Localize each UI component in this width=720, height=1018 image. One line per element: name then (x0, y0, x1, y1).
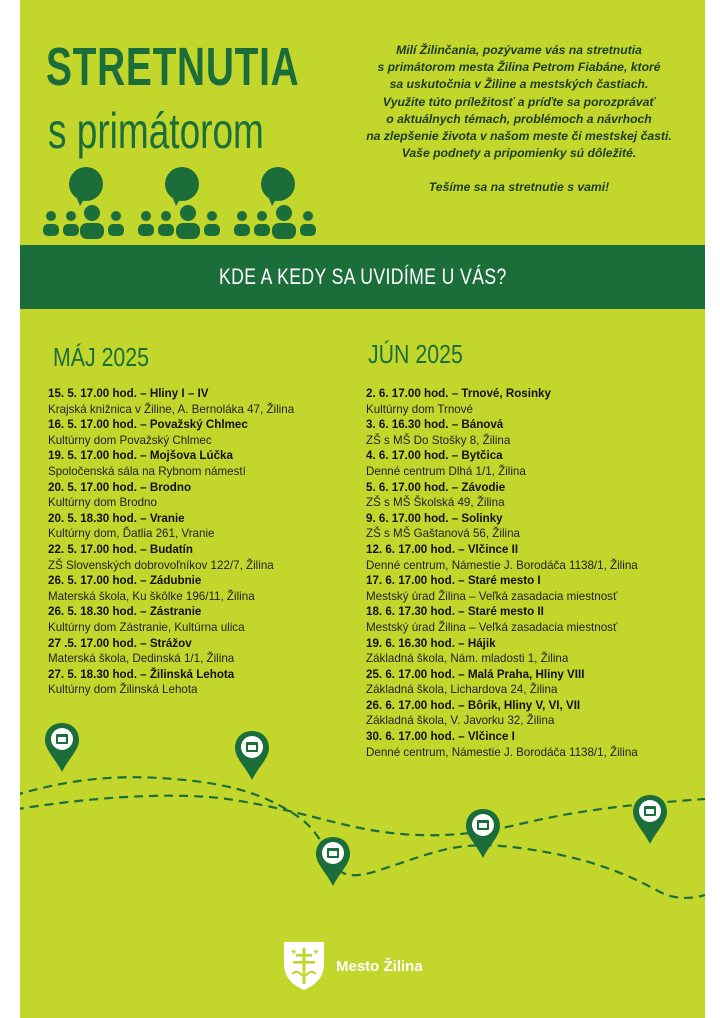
people-speech-icon (42, 166, 332, 242)
person-icon (63, 211, 79, 236)
speech-bubble-icon (261, 167, 295, 206)
svg-text:✦: ✦ (290, 948, 298, 958)
event-venue: Kultúrny dom Brodno (48, 496, 157, 510)
event-date-place: 20. 5. 18.30 hod. – Vranie (48, 511, 185, 525)
event-item (48, 573, 378, 604)
person-icon (108, 211, 124, 236)
event-date-place: 26. 5. 17.00 hod. – Zádubnie (48, 574, 202, 588)
event-item (366, 573, 696, 604)
event-venue: Kultúrny dom Považský Chlmec (48, 433, 212, 447)
title-line-2: s primátorom (48, 103, 264, 159)
person-icon (138, 211, 154, 236)
city-shield-icon (282, 940, 326, 992)
event-date-place: 2. 6. 17.00 hod. – Trnové, Rosinky (366, 387, 551, 400)
event-venue: ZŠ s MŠ Do Stošky 8, Žilina (366, 433, 511, 447)
speech-bubble-icon (69, 167, 103, 206)
event-venue: Základná škola, V. Javorku 32, Žilina (366, 714, 555, 728)
event-item (366, 667, 696, 698)
person-icon (80, 205, 104, 239)
event-date-place: 12. 6. 17.00 hod. – Vlčince II (366, 542, 519, 556)
headline-band (20, 245, 705, 309)
map-pin-icon (466, 809, 500, 858)
event-item (48, 448, 378, 479)
event-venue: Krajská knižnica v Žiline, A. Bernoláka 47, Žilina (48, 402, 295, 416)
event-date-place: 30. 6. 17.00 hod. – Vlčince I (366, 730, 515, 744)
person-icon (234, 211, 250, 236)
may-heading: MÁJ 2025 (53, 342, 150, 372)
dashed-route-line (20, 796, 705, 836)
event-item (48, 667, 378, 698)
event-item (48, 542, 378, 573)
event-item (366, 511, 696, 542)
june-heading: JÚN 2025 (368, 339, 463, 369)
intro-line: s primátorom mesta Žilina Petrom Fiabáne, ktoré (377, 60, 661, 75)
person-icon (254, 211, 270, 236)
event-venue: ZŠ s MŠ Školská 49, Žilina (366, 496, 505, 510)
event-date-place: 15. 5. 17.00 hod. – Hliny I – IV (48, 387, 209, 400)
event-date-place: 3. 6. 16.30 hod. – Bánová (366, 418, 504, 432)
event-item (366, 417, 696, 448)
headline-text: KDE A KEDY SA UVIDÍME U VÁS? (218, 264, 507, 289)
event-date-place: 27. 5. 18.30 hod. – Žilinská Lehota (48, 667, 235, 681)
intro-closing: Tešíme sa na stretnutie s vami! (428, 180, 610, 195)
map-pin-icon (235, 731, 269, 780)
event-venue: Denné centrum Dlhá 1/1, Žilina (366, 464, 526, 478)
event-date-place: 26. 6. 17.00 hod. – Bôrik, Hliny V, VI, VII (366, 698, 581, 712)
event-item (48, 604, 378, 635)
intro-line: na zlepšenie života v našom meste či mestskej časti. (366, 129, 672, 144)
event-date-place: 27 .5. 17.00 hod. – Strážov (48, 636, 192, 650)
event-venue: Mestský úrad Žilina – Veľká zasadacia miestnosť (366, 620, 618, 634)
event-date-place: 5. 6. 17.00 hod. – Závodie (366, 480, 506, 494)
intro-text (345, 42, 693, 197)
event-date-place: 22. 5. 17.00 hod. – Budatín (48, 542, 193, 556)
event-item (366, 604, 696, 635)
title-line-1: STRETNUTIA (46, 37, 300, 97)
event-venue: Základná škola, Lichardova 24, Žilina (366, 683, 558, 697)
event-item (366, 480, 696, 511)
map-pin-icon (45, 723, 79, 772)
event-date-place: 25. 6. 17.00 hod. – Malá Praha, Hliny VIII (366, 667, 585, 681)
event-venue: ZŠ s MŠ Gaštanová 56, Žilina (366, 527, 521, 541)
event-venue: Materská škola, Ku škôlke 196/11, Žilina (48, 589, 255, 603)
event-venue: Základná škola, Nám. mladosti 1, Žilina (366, 652, 569, 666)
event-item (48, 386, 378, 417)
event-item (48, 636, 378, 667)
person-icon (300, 211, 316, 236)
may-events (48, 386, 378, 698)
map-pin-icon (316, 837, 350, 886)
event-venue: Kultúrny dom Zástranie, Kultúrna ulica (48, 620, 245, 634)
event-date-place: 4. 6. 17.00 hod. – Bytčica (366, 449, 503, 463)
event-item (48, 480, 378, 511)
event-item (48, 511, 378, 542)
event-venue: Denné centrum, Námestie J. Borodáča 1138/1, Žilina (366, 558, 638, 572)
event-date-place: 19. 5. 17.00 hod. – Mojšova Lúčka (48, 449, 233, 463)
event-item (366, 448, 696, 479)
logo-text: Mesto Žilina (336, 957, 423, 975)
person-icon (43, 211, 59, 236)
event-venue: Kultúrny dom, Ďatlia 261, Vranie (48, 527, 215, 541)
event-venue: ZŠ Slovenských dobrovoľníkov 122/7, Žilina (48, 558, 274, 572)
mesto-zilina-logo (282, 940, 423, 992)
person-icon (204, 211, 220, 236)
speech-bubble-icon (165, 167, 199, 206)
intro-line: Vaše podnety a pripomienky sú dôležité. (401, 146, 637, 161)
event-date-place: 20. 5. 17.00 hod. – Brodno (48, 480, 192, 494)
dashed-route-line (20, 777, 705, 898)
event-venue: Kultúrny dom Trnové (366, 402, 473, 416)
person-icon (176, 205, 200, 239)
event-venue: Materská škola, Dedinská 1/1, Žilina (48, 652, 235, 666)
june-events (366, 386, 696, 760)
intro-line: o aktuálnych témach, problémoch a návrhoch (386, 111, 652, 126)
person-icon (158, 211, 174, 236)
event-venue: Mestský úrad Žilina – Veľká zasadacia miestnosť (366, 589, 618, 603)
map-pin-icon (633, 795, 667, 844)
intro-line: sa uskutočnia v Žiline a mestských častiach. (389, 77, 649, 92)
event-item (366, 636, 696, 667)
event-date-place: 16. 5. 17.00 hod. – Považský Chlmec (48, 418, 248, 432)
intro-line: Milí Žilinčania, pozývame vás na stretnutia (396, 43, 642, 57)
route-map-illustration (20, 720, 705, 910)
event-venue: Spoločenská sála na Rybnom námestí (48, 464, 246, 478)
event-item (366, 386, 696, 417)
event-date-place: 26. 5. 18.30 hod. – Zástranie (48, 605, 202, 619)
person-icon (272, 205, 296, 239)
event-venue: Denné centrum, Námestie J. Borodáča 1138/1, Žilina (366, 745, 638, 759)
event-date-place: 18. 6. 17.30 hod. – Staré mesto II (366, 605, 544, 619)
event-item (366, 542, 696, 573)
event-date-place: 17. 6. 17.00 hod. – Staré mesto I (366, 574, 541, 588)
event-item (48, 417, 378, 448)
event-date-place: 19. 6. 16.30 hod. – Hájik (366, 636, 496, 650)
event-venue: Kultúrny dom Žilinská Lehota (48, 683, 198, 697)
poster (20, 0, 705, 1018)
intro-line: Využite túto príležitosť a príďte sa porozprávať (382, 94, 656, 109)
svg-text:✦: ✦ (312, 948, 320, 958)
event-date-place: 9. 6. 17.00 hod. – Solinky (366, 511, 503, 525)
